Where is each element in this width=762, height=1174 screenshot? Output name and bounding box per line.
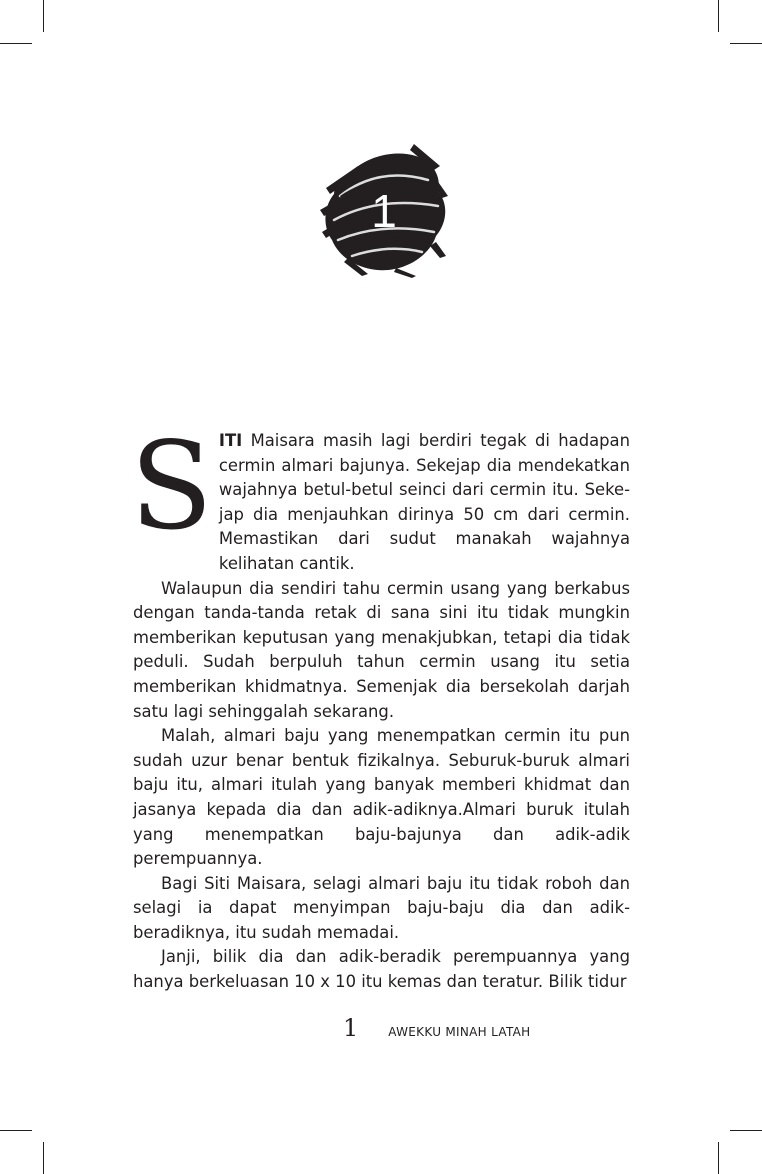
paragraph-1	[130, 416, 630, 577]
chapter-number-badge	[318, 136, 450, 278]
paragraph-1-text: Maisara masih lagi berdiri tegak di hadapan cermin almari bajunya. Sekejap dia mendekatkan wajahnya betul-betul seinci dari cermin itu. Sekejap dia menjauhkan dirinya 50 cm dari cermin. Memastikan dari sudut manakah wajahnya kelihatan cantik.	[218, 431, 630, 573]
crop-mark-top-left-vertical	[43, 0, 44, 32]
lead-word: ITI	[218, 431, 243, 450]
crop-mark-top-right-horizontal	[730, 43, 762, 44]
crop-mark-bottom-right-horizontal	[730, 1130, 762, 1131]
paragraph-5: Janji, bilik dia dan adik-beradik perempuannya yang hanya berkeluasan 10 x 10 itu kemas dan teratur. Bilik tidur	[133, 947, 630, 992]
running-title: AWEKKU MINAH LATAH	[388, 1025, 531, 1039]
crop-mark-bottom-right-vertical	[718, 1142, 719, 1174]
crop-mark-top-right-vertical	[718, 0, 719, 32]
drop-cap: S	[130, 416, 213, 557]
page-footer	[343, 1014, 530, 1044]
crop-mark-bottom-left-vertical	[43, 1142, 44, 1174]
page-number: 1	[343, 1014, 359, 1042]
crop-mark-top-left-horizontal	[0, 43, 32, 44]
crop-mark-bottom-left-horizontal	[0, 1130, 32, 1131]
scribble-blob-icon	[318, 136, 450, 278]
paragraph-4: Bagi Siti Maisara, selagi almari baju itu tidak roboh dan selagi ia dapat menyimpan baju-baju dia dan adik-beradiknya, itu sudah memadai.	[133, 873, 630, 942]
paragraph-3: Malah, almari baju yang menempatkan cermin itu pun sudah uzur benar bentuk fizikalnya. Seburuk-buruk almari baju itu, almari itulah yang banyak memberi khidmat dan jasanya kepada dia dan adik-adiknya.Almari buruk itulah yang menempatkan baju-bajunya dan adik-adik perempuannya.	[133, 726, 630, 869]
paragraph-2: Walaupun dia sendiri tahu cermin usang yang berkabus dengan tanda-tanda retak di sana sini itu tidak mungkin memberikan keputusan yang menakjubkan, tetapi dia tidak peduli. Sudah berpuluh tahun cermin usang itu setia memberikan khidmatnya. Semenjak dia bersekolah darjah satu lagi sehinggalah sekarang.	[133, 578, 630, 721]
chapter-number: 1	[371, 185, 397, 237]
chapter-body-text	[130, 416, 630, 995]
